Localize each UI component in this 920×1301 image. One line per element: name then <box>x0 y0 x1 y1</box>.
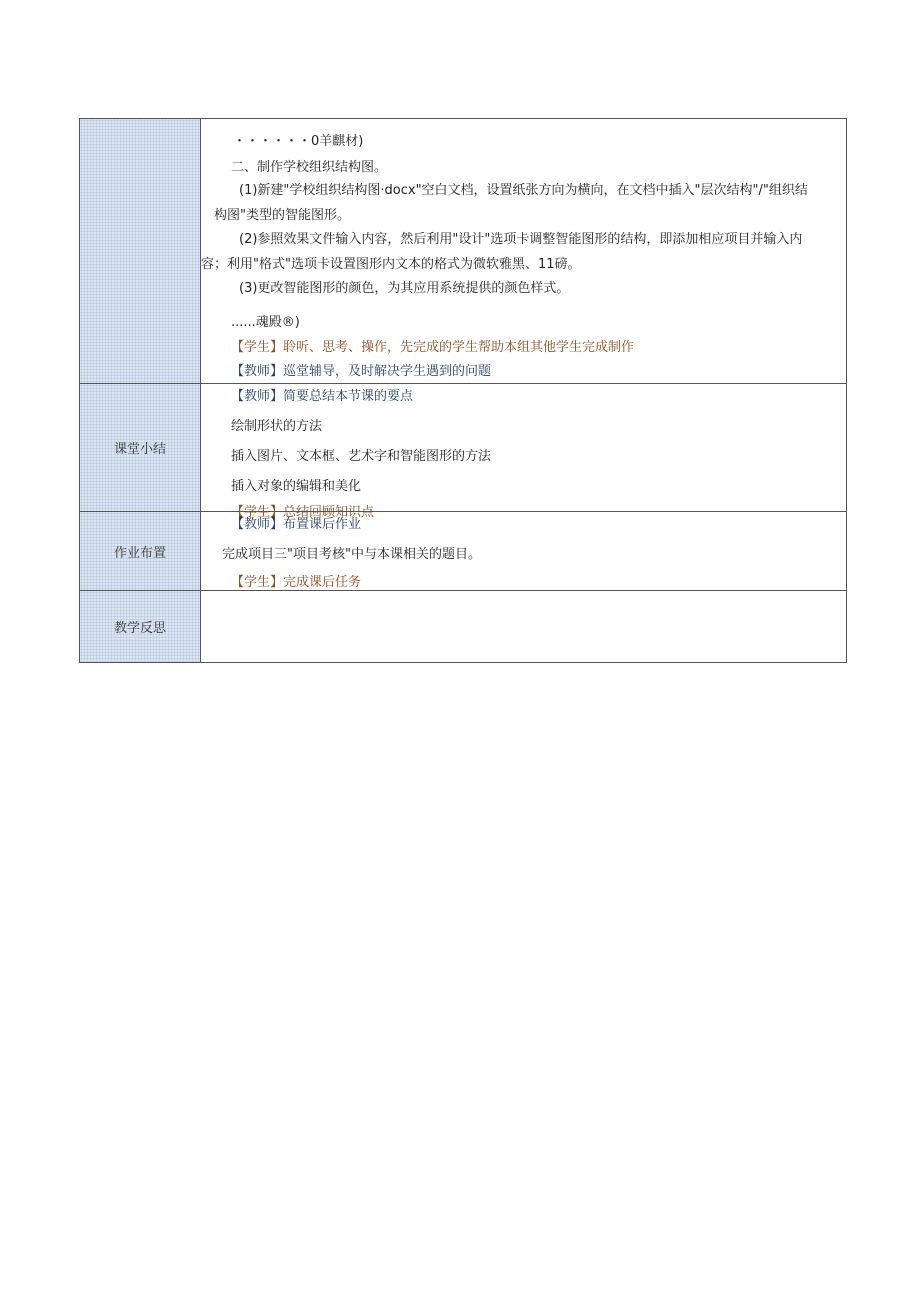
student-activity: 【学生】聆听、思考、操作，先完成的学生帮助本组其他学生完成制作 <box>231 340 635 355</box>
student-activity: 【学生】总结回顾知识点 <box>231 505 375 520</box>
lesson-plan-table <box>79 118 847 663</box>
row-label-cell <box>80 119 201 383</box>
content-cell <box>201 512 846 590</box>
step-text: (1)新建"学校组织结构图·docx"空白文档，设置纸张方向为横向，在文档中插入"层次结构"/"组织结 <box>239 183 808 198</box>
summary-point: 绘制形状的方法 <box>231 419 323 434</box>
summary-point: 插入图片、文本框、艺术字和智能图形的方法 <box>231 449 492 464</box>
row-label-cell <box>80 512 201 590</box>
summary-point: 插入对象的编辑和美化 <box>231 479 362 494</box>
step-text: (2)参照效果文件输入内容，然后利用"设计"选项卡调整智能图形的结构，即添加相应项目并输入内 <box>239 232 803 247</box>
row-label: 课堂小结 <box>113 442 166 457</box>
step-text: 容；利用"格式"选项卡设置图形内文本的格式为微软雅黑、11磅。 <box>201 257 581 272</box>
step-text: (3)更改智能图形的颜色，为其应用系统提供的颜色样式。 <box>239 281 570 296</box>
student-activity: 【学生】完成课后任务 <box>231 575 362 590</box>
row-label-cell <box>80 591 201 662</box>
teacher-activity: 【教师】简要总结本节课的要点 <box>231 389 414 404</box>
row-label-cell <box>80 384 201 511</box>
step-text: 构图"类型的智能图形。 <box>214 208 350 223</box>
teacher-activity: 【教师】布置课后作业 <box>231 517 362 532</box>
content-cell <box>201 591 846 662</box>
content-cell <box>201 384 846 520</box>
homework-text: 完成项目三"项目考核"中与本课相关的题目。 <box>222 547 481 562</box>
content-line: ......魂殿®) <box>231 315 300 330</box>
row-label: 作业布置 <box>113 545 166 561</box>
teacher-activity: 【教师】巡堂辅导，及时解决学生遇到的问题 <box>231 364 492 379</box>
section-heading: 二、制作学校组织结构图。 <box>231 160 388 175</box>
content-line: ・・・・・・0羊麒材) <box>233 134 364 149</box>
content-cell <box>201 119 846 383</box>
row-label: 教学反思 <box>113 621 166 636</box>
